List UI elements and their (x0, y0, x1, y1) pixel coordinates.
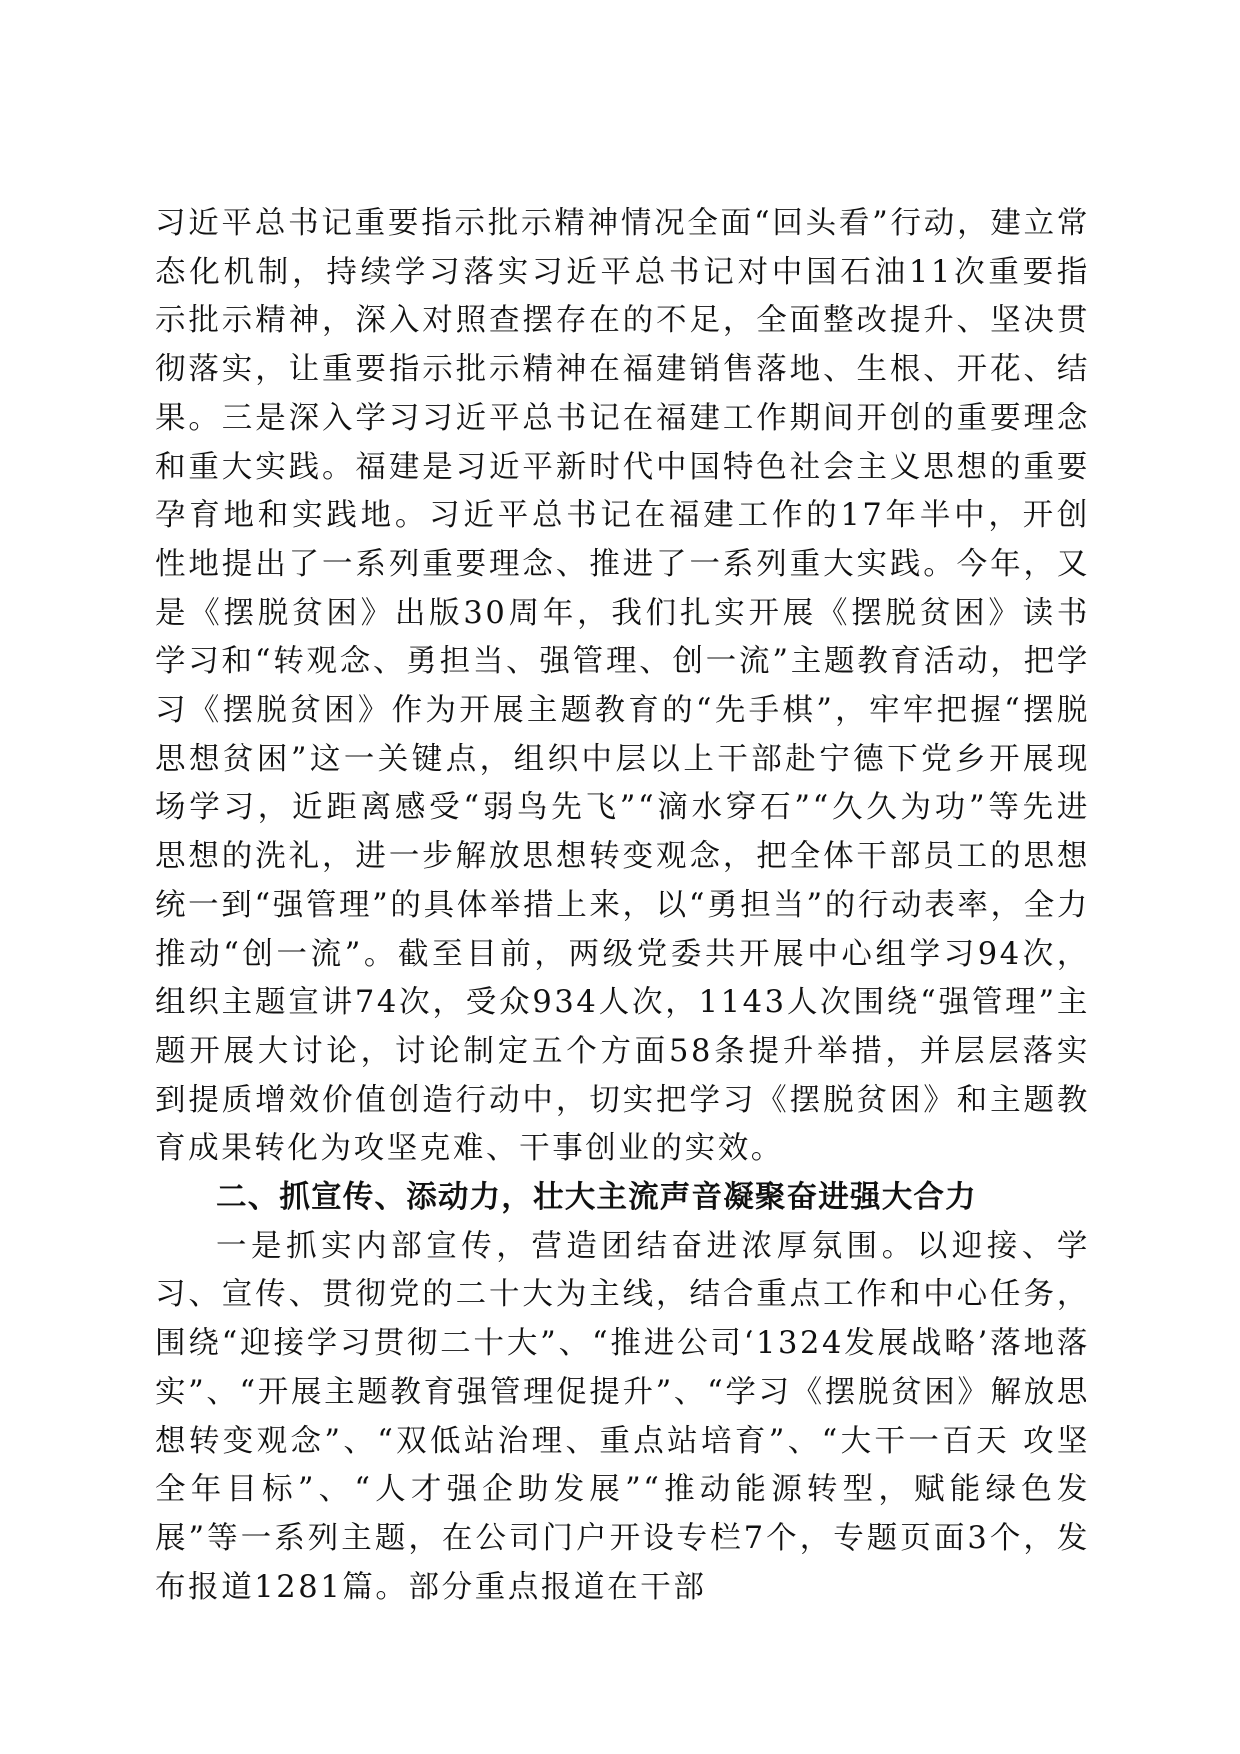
body-paragraph: 习近平总书记重要指示批示精神情况全面“回头看”行动，建立常态化机制，持续学习落实习近平总书记对中国石油11次重要指示批示精神，深入对照查摆存在的不足，全面整改提升、坚决贯彻落实，让重要指示批示精神在福建销售落地、生根、开花、结果。三是深入学习习近平总书记在福建工作期间开创的重要理念和重大实践。福建是习近平新时代中国特色社会主义思想的重要孕育地和实践地。习近平总书记在福建工作的17年半中，开创性地提出了一系列重要理念、推进了一系列重大实践。今年，又是《摆脱贫困》出版30周年，我们扎实开展《摆脱贫困》读书学习和“转观念、勇担当、强管理、创一流”主题教育活动，把学习《摆脱贫困》作为开展主题教育的“先手棋”，牢牢把握“摆脱思想贫困”这一关键点，组织中层以上干部赴宁德下党乡开展现场学习，近距离感受“弱鸟先飞”“滴水穿石”“久久为功”等先进思想的洗礼，进一步解放思想转变观念，把全体干部员工的思想统一到“强管理”的具体举措上来，以“勇担当”的行动表率，全力推动“创一流”。截至目前，两级党委共开展中心组学习94次，组织主题宣讲74次，受众934人次，1143人次围绕“强管理”主题开展大讨论，讨论制定五个方面58条提升举措，并层层落实到提质增效价值创造行动中，切实把学习《摆脱贫困》和主题教育成果转化为攻坚克难、干事创业的实效。 (155, 206, 1090, 1167)
document-body (155, 200, 1090, 1612)
body-paragraph: 一是抓实内部宣传，营造团结奋进浓厚氛围。以迎接、学习、宣传、贯彻党的二十大为主线，结合重点工作和中心任务，围绕“迎接学习贯彻二十大”、“推进公司‘1324发展战略’落地落实”、“开展主题教育强管理促提升”、“学习《摆脱贫困》解放思想转变观念”、“双低站治理、重点站培育”、“大干一百天 攻坚全年目标”、“人才强企助发展”“推动能源转型，赋能绿色发展”等一系列主题，在公司门户开设专栏7个，专题页面3个，发布报道1281篇。部分重点报道在干部 (155, 1228, 1090, 1605)
section-heading: 二、抓宣传、添动力，壮大主流声音凝聚奋进强大合力 (216, 1180, 977, 1216)
